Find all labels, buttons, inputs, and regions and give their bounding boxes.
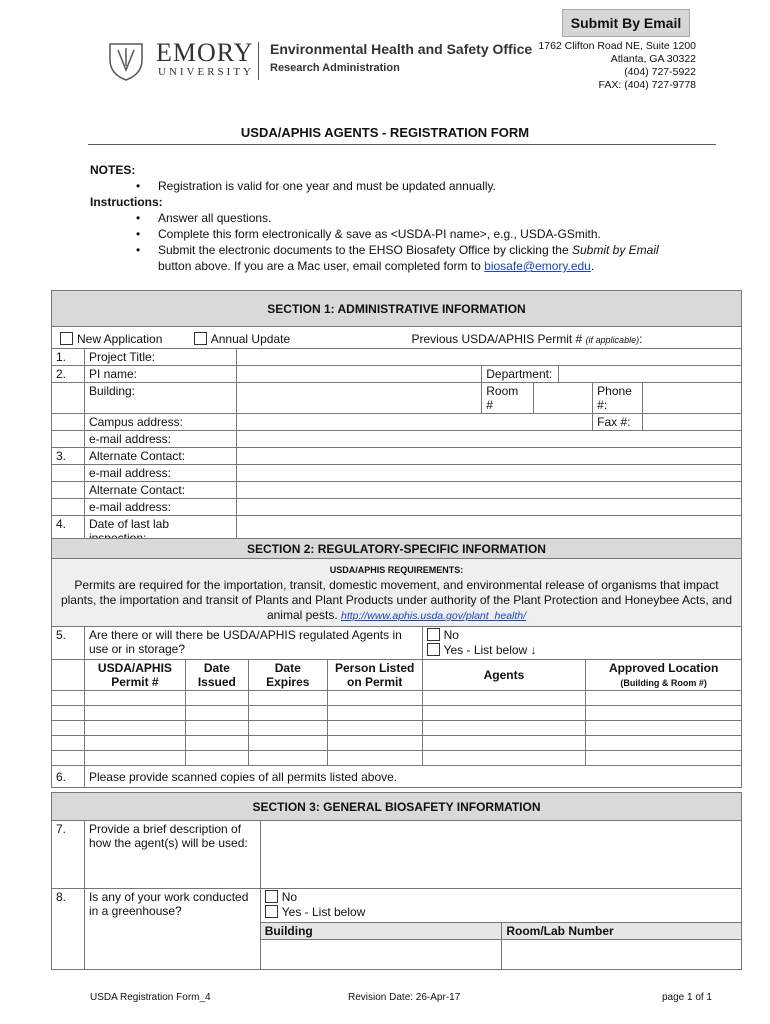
permit-row: [52, 736, 742, 751]
permit-row: [52, 706, 742, 721]
q8-yes-checkbox[interactable]: [265, 905, 278, 918]
cell[interactable]: [185, 751, 248, 766]
row-number: 8.: [52, 889, 85, 970]
submit-by-email-button[interactable]: Submit By Email: [562, 9, 690, 37]
cell[interactable]: [586, 721, 742, 736]
address-line: FAX: (404) 727-9778: [598, 79, 696, 91]
department-label: Department:: [482, 366, 559, 383]
cell[interactable]: [586, 751, 742, 766]
row-number: 4.: [52, 516, 85, 547]
permit-row: [52, 751, 742, 766]
building-label: Building:: [84, 383, 236, 414]
q5-text: Are there or will there be USDA/APHIS regulated Agents in use or in storage?: [84, 627, 422, 660]
col-expires-text: Expires: [266, 675, 310, 689]
col-expires-text: Date: [274, 661, 301, 675]
requirements-block: [52, 559, 742, 627]
cell[interactable]: [84, 706, 185, 721]
row-number: 7.: [52, 821, 85, 889]
cell[interactable]: [84, 751, 185, 766]
cell[interactable]: [422, 721, 586, 736]
col-issued-text: Date: [203, 661, 230, 675]
col-permit-text: USDA/APHIS: [97, 661, 172, 675]
project-title-field[interactable]: [236, 349, 741, 366]
phone-text: Phone: [597, 384, 632, 398]
q6-text: Please provide scanned copies of all permits listed above.: [84, 766, 741, 788]
requirements-text: Permits are required for the importation, transit, domestic movement, and environmental release of organisms that impact plants, the importation and transit of Plants and Plant Products under authority of the Plant Protection and Honeybee Acts, and animal pests.: [60, 578, 733, 622]
permit-row: [52, 691, 742, 706]
instruction-text-italic: Submit by Email: [571, 243, 659, 257]
emory-shield-logo: [106, 40, 146, 82]
yes-label: Yes - List below: [443, 643, 528, 657]
room-label: [482, 383, 534, 414]
phone-text: #:: [597, 398, 608, 412]
footer-page: page 1 of 1: [661, 992, 712, 1003]
section2-title: SECTION 2: REGULATORY-SPECIFIC INFORMATION: [52, 539, 742, 559]
col-location: [586, 660, 742, 691]
annual-update-checkbox[interactable]: [194, 332, 207, 345]
cell[interactable]: [84, 691, 185, 706]
col-room-lab: Room/Lab Number: [502, 923, 742, 940]
row-number: 6.: [52, 766, 85, 788]
yes-label: Yes - List below: [281, 905, 366, 919]
new-application-label: New Application: [77, 332, 163, 346]
cell[interactable]: [327, 736, 422, 751]
row-number: 3.: [52, 448, 85, 465]
new-application-checkbox[interactable]: [60, 332, 73, 345]
q8-text: Is any of your work conducted in a greenhouse?: [84, 889, 260, 970]
q5-yes-checkbox[interactable]: [427, 643, 440, 656]
cell[interactable]: [327, 751, 422, 766]
address-line: Atlanta, GA 30322: [610, 53, 696, 65]
pi-name-label: PI name:: [84, 366, 236, 383]
q5-yes-option[interactable]: [427, 643, 737, 658]
prev-permit-note: (if applicable): [585, 335, 640, 345]
footer-revision: Revision Date: 26-Apr-17: [348, 992, 461, 1003]
notes-label: NOTES:: [90, 163, 136, 177]
room-text: #: [486, 398, 493, 412]
form-title: USDA/APHIS AGENTS - REGISTRATION FORM: [240, 125, 530, 140]
cell[interactable]: [248, 751, 327, 766]
q8-no-checkbox[interactable]: [265, 890, 278, 903]
subdepartment: Research Administration: [270, 62, 400, 74]
alt-contact-label: Alternate Contact:: [84, 448, 236, 465]
room-text: Room: [486, 384, 519, 398]
campus-address-field[interactable]: [236, 414, 592, 431]
alt-contact-field[interactable]: [236, 448, 741, 465]
col-person-text: Person Listed: [334, 661, 415, 675]
col-expires: [248, 660, 327, 691]
alt-email-2-field[interactable]: [236, 499, 741, 516]
instruction-item: [158, 242, 659, 274]
prev-permit-text: Previous USDA/APHIS Permit #: [411, 332, 583, 346]
arrow-down-icon: ↓: [530, 643, 537, 657]
cell[interactable]: [327, 691, 422, 706]
col-issued-text: Issued: [197, 675, 236, 689]
cell[interactable]: [422, 706, 586, 721]
cell[interactable]: [586, 706, 742, 721]
cell[interactable]: [586, 691, 742, 706]
room-field[interactable]: [534, 383, 593, 414]
aphis-link[interactable]: http://www.aphis.usda.gov/plant_health/: [341, 610, 527, 622]
requirements-title: USDA/APHIS REQUIREMENTS:: [329, 565, 464, 575]
new-application-option[interactable]: [60, 332, 162, 346]
instruction-item: • Complete this form electronically & save as <USDA-PI name>, e.g., USDA-GSmith.: [158, 226, 659, 242]
col-location-sub: (Building & Room #): [620, 678, 707, 688]
q7-text: Provide a brief description of how the agent(s) will be used:: [84, 821, 260, 889]
cell[interactable]: [185, 706, 248, 721]
project-title-label: Project Title:: [84, 349, 236, 366]
prev-permit-label: [411, 332, 642, 346]
q5-no-option[interactable]: [427, 628, 737, 643]
section3-title: SECTION 3: GENERAL BIOSAFETY INFORMATION: [52, 793, 742, 821]
cell[interactable]: [248, 721, 327, 736]
cell[interactable]: [422, 751, 586, 766]
no-label: No: [443, 628, 459, 642]
email-label: e-mail address:: [84, 465, 236, 482]
building-cell[interactable]: [260, 940, 502, 970]
col-permit-text: Permit #: [111, 675, 159, 689]
instruction-text: button above. If you are a Mac user, email completed form to: [158, 259, 485, 273]
q5-no-checkbox[interactable]: [427, 628, 440, 641]
annual-update-option[interactable]: [194, 332, 290, 346]
footer-form-id: USDA Registration Form_4: [90, 992, 211, 1003]
room-lab-cell[interactable]: [502, 940, 742, 970]
col-person-text: on Permit: [346, 675, 403, 689]
header-divider: [258, 42, 259, 80]
instruction-item: • Answer all questions.: [158, 210, 659, 226]
instruction-text: .: [590, 259, 595, 273]
row-number: 5.: [52, 627, 85, 660]
col-building: Building: [260, 923, 502, 940]
no-label: No: [281, 890, 298, 904]
alt-contact-2-field[interactable]: [236, 482, 741, 499]
cell[interactable]: [248, 691, 327, 706]
note-item: • Registration is valid for one year and must be updated annually.: [158, 178, 659, 194]
cell[interactable]: [327, 706, 422, 721]
instruction-text: Submit the electronic documents to the EHSO Biosafety Office by clicking the: [158, 243, 572, 257]
brand-subtitle: UNIVERSITY: [158, 66, 254, 78]
cell[interactable]: [185, 691, 248, 706]
col-agents: Agents: [422, 660, 586, 691]
cell[interactable]: [185, 736, 248, 751]
office-address: [538, 40, 696, 92]
cell[interactable]: [248, 736, 327, 751]
address-line: (404) 727-5922: [624, 66, 696, 78]
title-rule: [88, 144, 716, 145]
annual-update-label: Annual Update: [210, 332, 291, 346]
email-field[interactable]: [236, 431, 741, 448]
alt-contact-label: Alternate Contact:: [84, 482, 236, 499]
q7-field[interactable]: [260, 821, 741, 889]
row-number: 1.: [52, 349, 85, 366]
col-issued: [185, 660, 248, 691]
fax-label: Fax #:: [593, 414, 643, 431]
phone-field[interactable]: [643, 383, 742, 414]
prev-permit-colon: :: [639, 332, 643, 346]
cell[interactable]: [84, 736, 185, 751]
row-number: 2.: [52, 366, 85, 383]
cell[interactable]: [185, 721, 248, 736]
cell[interactable]: [248, 706, 327, 721]
col-permit: [84, 660, 185, 691]
cell[interactable]: [84, 721, 185, 736]
q8-yes-option[interactable]: [265, 905, 737, 920]
instructions-label: Instructions:: [90, 195, 163, 209]
cell[interactable]: [327, 721, 422, 736]
phone-label: [593, 383, 643, 414]
section1-table: [51, 290, 742, 547]
cell[interactable]: [422, 691, 586, 706]
alt-email-field[interactable]: [236, 465, 741, 482]
cell[interactable]: [422, 736, 586, 751]
q8-no-option[interactable]: [265, 890, 737, 905]
pi-name-field[interactable]: [236, 366, 481, 383]
biosafe-email-link[interactable]: biosafe@emory.edu: [484, 259, 591, 273]
campus-address-label: Campus address:: [84, 414, 236, 431]
fax-field[interactable]: [643, 414, 742, 431]
office-name: Environmental Health and Safety Office: [270, 41, 533, 57]
department-field[interactable]: [559, 366, 742, 383]
permit-row: [52, 721, 742, 736]
col-location-text: Approved Location: [608, 661, 719, 675]
notes-section: [90, 162, 659, 274]
section1-title: SECTION 1: ADMINISTRATIVE INFORMATION: [52, 291, 742, 327]
email-label: e-mail address:: [84, 499, 236, 516]
section2-table: [51, 538, 742, 788]
cell[interactable]: [586, 736, 742, 751]
last-inspection-text: Date of last lab: [88, 517, 170, 531]
address-line: 1762 Clifton Road NE, Suite 1200: [538, 40, 696, 52]
col-person: [327, 660, 422, 691]
building-field[interactable]: [236, 383, 481, 414]
brand-name: EMORY: [156, 38, 254, 67]
section3-table: [51, 792, 742, 970]
email-label: e-mail address:: [84, 431, 236, 448]
